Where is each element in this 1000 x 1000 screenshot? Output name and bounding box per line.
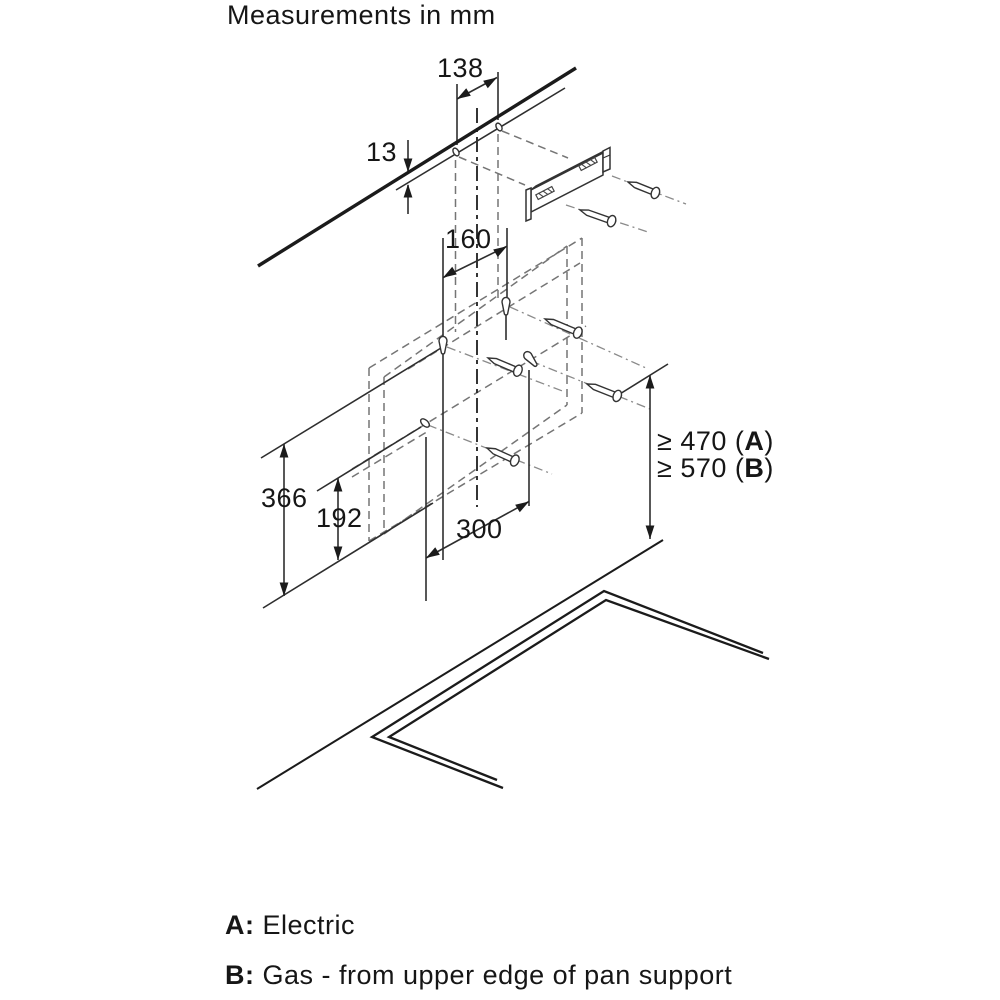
screw: [543, 314, 584, 340]
screw: [585, 379, 623, 403]
keyhole: [522, 350, 539, 369]
screw: [626, 177, 661, 200]
legend-electric: A: Electric: [225, 910, 356, 940]
page-title: Measurements in mm: [227, 0, 496, 30]
keyhole: [439, 336, 447, 354]
dim-192-label: 192: [316, 503, 363, 533]
dim-138-label: 138: [437, 53, 484, 83]
dim-366-label: 366: [261, 483, 308, 513]
legend-gas: B: Gas - from upper edge of pan support: [225, 960, 733, 990]
mounting-bracket: [526, 148, 610, 222]
screw: [486, 353, 524, 378]
drill-holes: [419, 122, 539, 429]
clearance-electric-label: ≥ 470 (A): [657, 426, 774, 456]
dim-160-label: 160: [445, 224, 492, 254]
screw: [578, 205, 617, 228]
clearance-gas-label: ≥ 570 (B): [657, 453, 774, 483]
hob-outline: [372, 591, 769, 788]
keyhole: [502, 297, 510, 315]
dim-13-label: 13: [366, 137, 398, 167]
mounting-screws: [485, 177, 662, 468]
dim-300-label: 300: [456, 514, 503, 544]
screw: [485, 443, 521, 468]
